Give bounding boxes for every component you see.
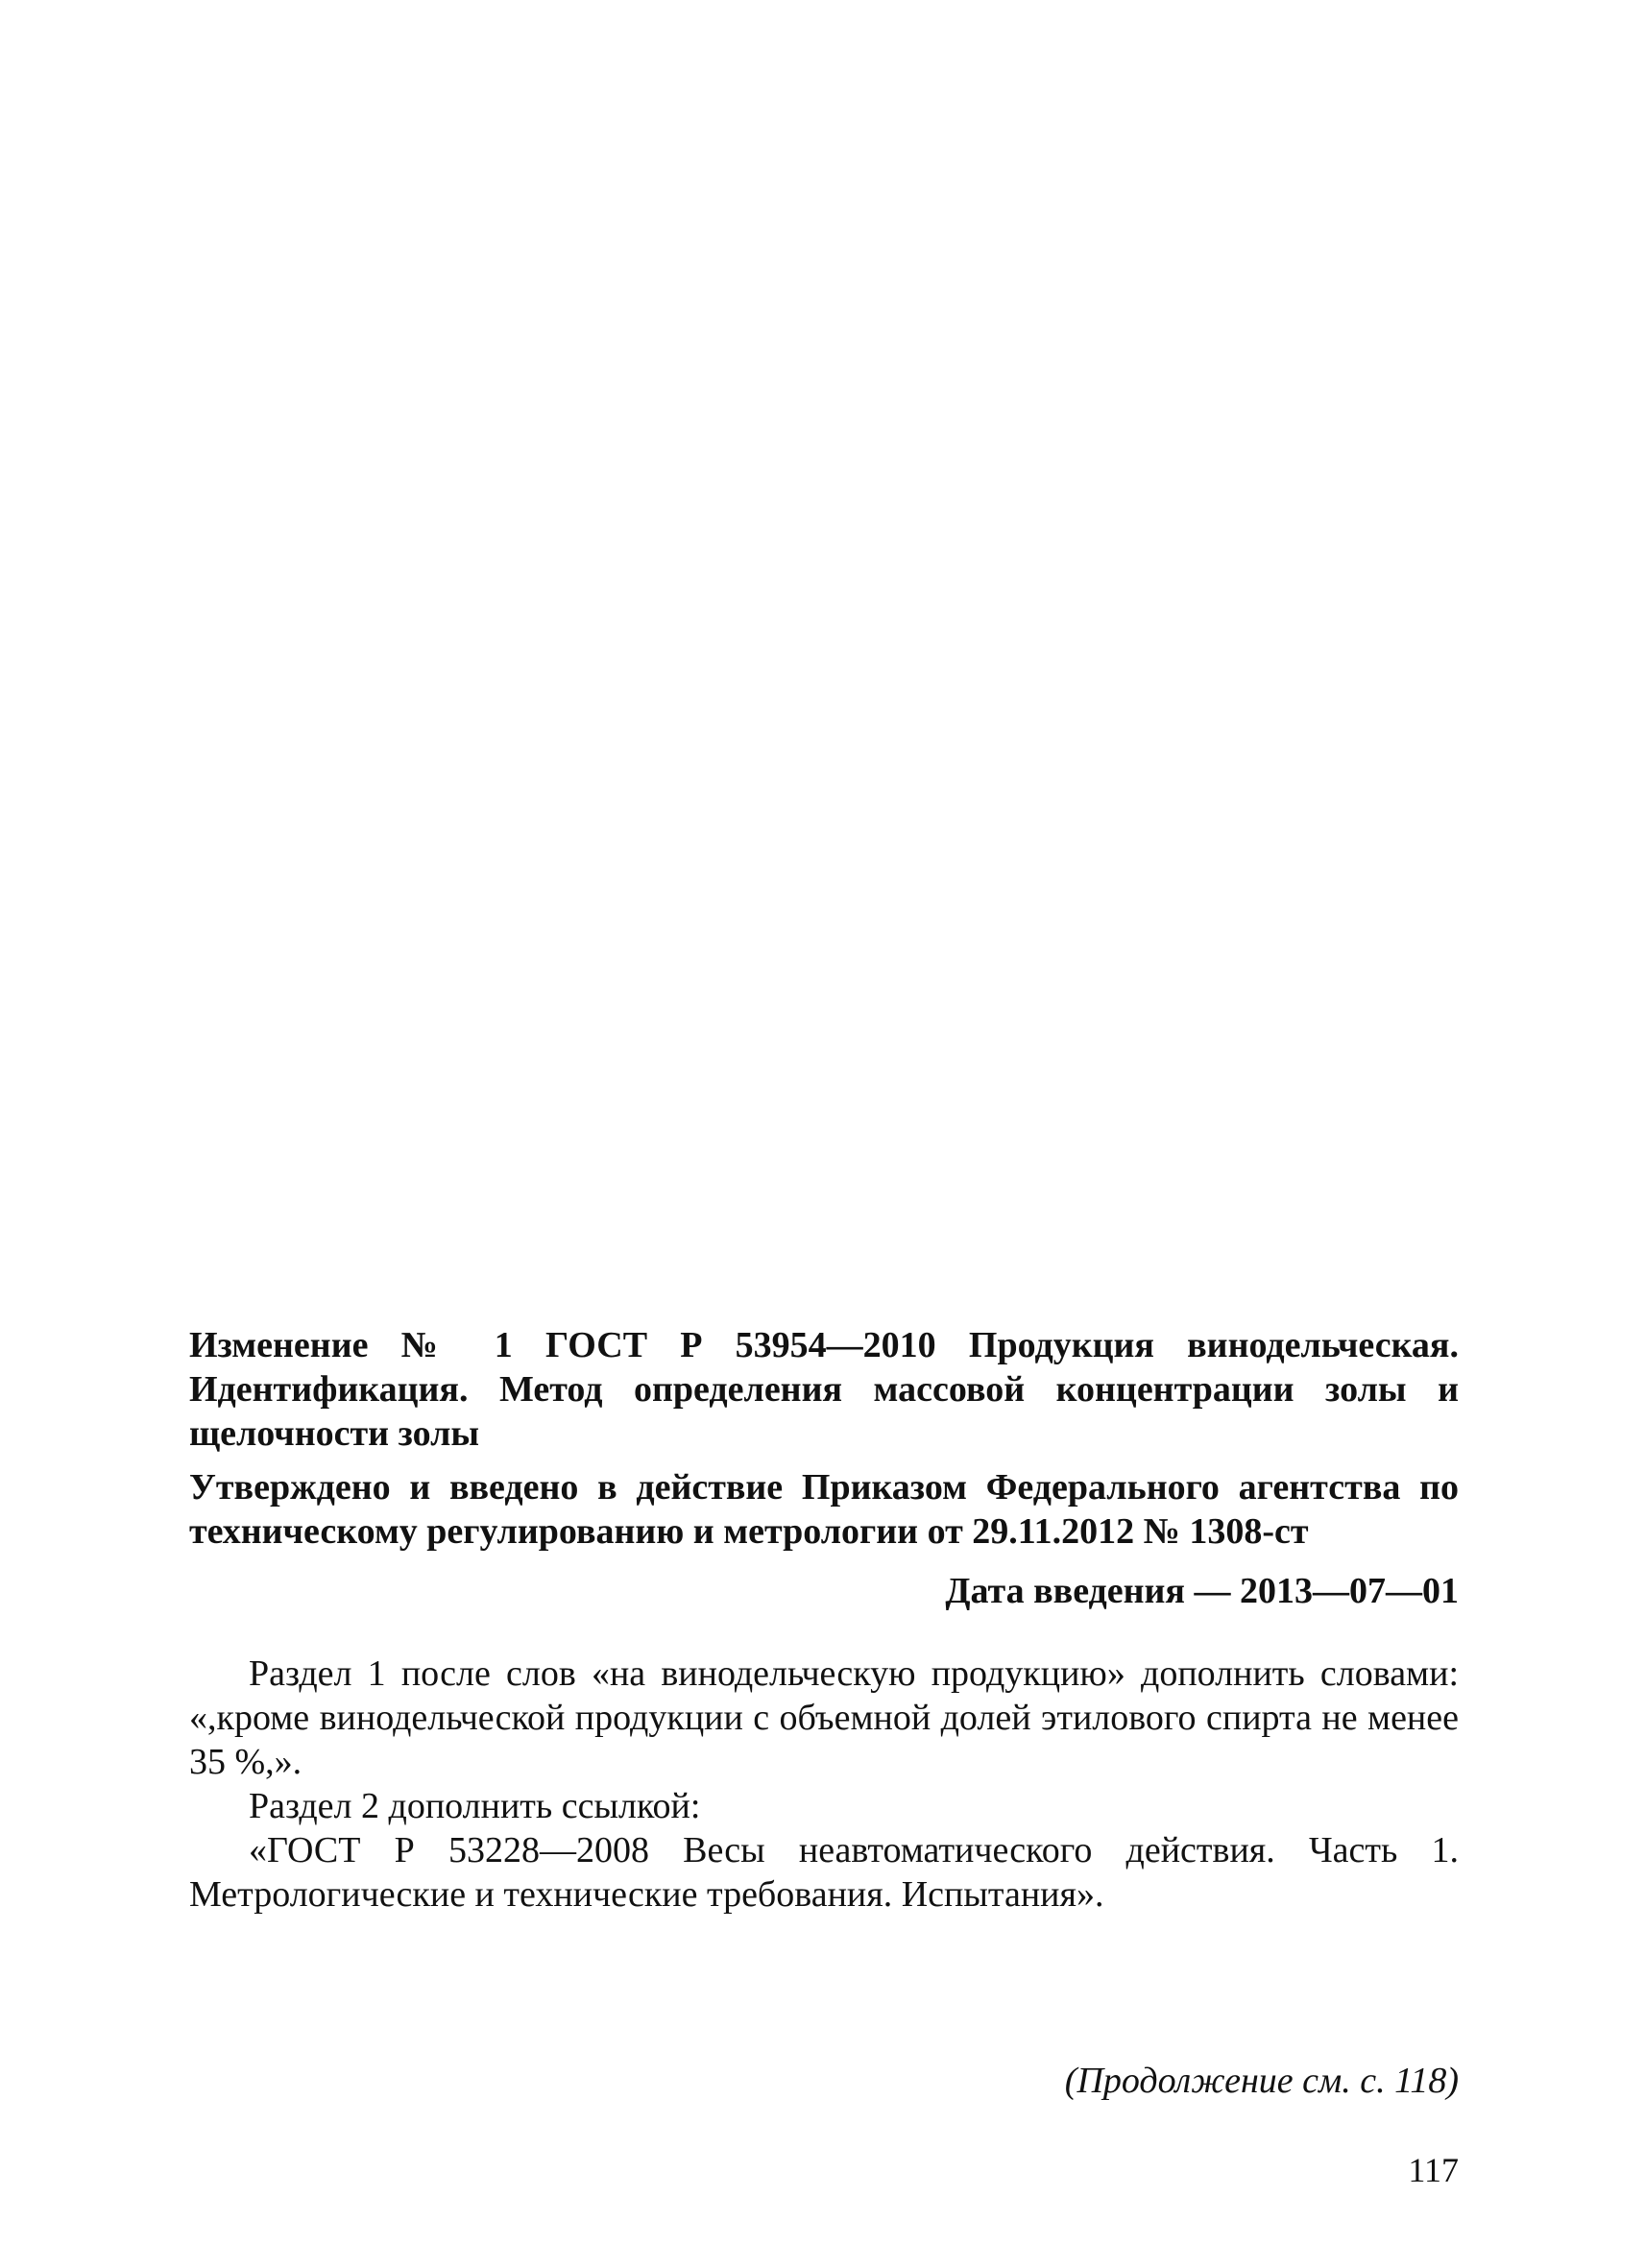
paragraph-section-2: Раздел 2 дополнить ссылкой: xyxy=(249,1786,701,1826)
continuation-note: (Продолжение см. с. 118) xyxy=(1064,2061,1459,2101)
amendment-title: Изменение № 1 ГОСТ Р 53954—2010 Продукция винодельческая. Идентификация. Метод определения массовой концентрации золы и щелочности золы xyxy=(189,1325,1459,1454)
approval-statement: Утверждено и введено в действие Приказом Федерального агентства по техническому регулированию и метрологии от 29.11.2012 № 1308-ст xyxy=(189,1467,1459,1552)
paragraph-section-1: Раздел 1 после слов «на винодельческую продукцию» дополнить словами: «,кроме винодельческой продукции с объемной долей этилового спирта не менее 35 %,». xyxy=(189,1653,1459,1782)
paragraph-reference: «ГОСТ Р 53228—2008 Весы неавтоматического действия. Часть 1. Метрологические и технические требования. Испытания». xyxy=(189,1830,1459,1915)
effective-date: Дата введения — 2013—07—01 xyxy=(945,1571,1459,1611)
document-content xyxy=(189,1323,1459,1917)
page-number: 117 xyxy=(1408,2151,1459,2189)
